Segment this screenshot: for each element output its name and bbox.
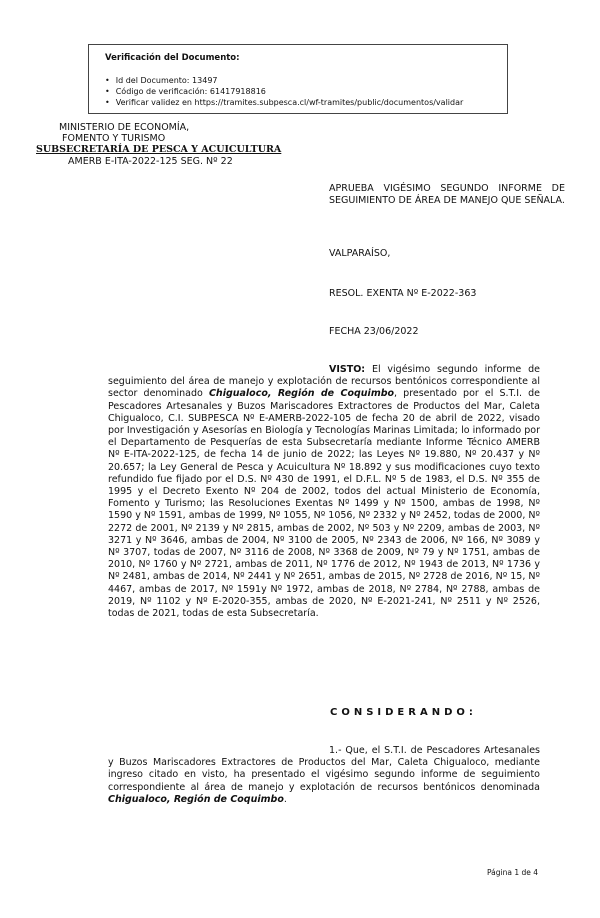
visto-paragraph bbox=[108, 364, 540, 620]
ministry-line-1: MINISTERIO DE ECONOMÍA, bbox=[59, 122, 190, 133]
resolution-date: FECHA 23/06/2022 bbox=[329, 326, 419, 337]
considerando-item-1-place: Chigualoco, Región de Coquimbo bbox=[108, 793, 284, 805]
verification-code: • Código de verificación: 61417918816 bbox=[105, 86, 495, 97]
resolution-subject: APRUEBA VIGÉSIMO SEGUNDO INFORME DE SEGUIMIENTO DE ÁREA DE MANEJO QUE SEÑALA. bbox=[329, 183, 565, 206]
visto-label: VISTO: bbox=[329, 364, 366, 375]
verification-list bbox=[105, 75, 495, 108]
ministry-line-2: FOMENTO Y TURISMO bbox=[62, 133, 166, 144]
verification-url[interactable]: • Verificar validez en https://tramites.subpesca.cl/wf-tramites/public/documentos/validar bbox=[105, 97, 495, 108]
verification-title: Verificación del Documento: bbox=[105, 53, 240, 63]
considerando-heading: CONSIDERANDO: bbox=[330, 707, 477, 718]
visto-place: Chigualoco, Región de Coquimbo bbox=[208, 388, 395, 400]
considerando-item-1 bbox=[108, 745, 540, 806]
verification-box bbox=[88, 44, 508, 114]
resolution-number: RESOL. EXENTA Nº E-2022-363 bbox=[329, 288, 477, 299]
document-reference: AMERB E-ITA-2022-125 SEG. Nº 22 bbox=[68, 156, 233, 167]
visto-text-a: El vigésimo segundo informe de seguimiento del área de manejo y explotación de recursos bentónicos correspondiente al sector denominado bbox=[108, 364, 540, 400]
verification-id: • Id del Documento: 13497 bbox=[105, 75, 495, 86]
considerando-item-1-text-b: . bbox=[283, 793, 287, 805]
visto-text-b: , presentado por el S.T.I. de Pescadores Artesanales y Buzos Mariscadores Extractores de Productos del Mar, Caleta Chigualoco, C.I. SUBPESCA Nº E-AMERB-2022-105 de fecha 20 de abril de 2022, visado por Investigación y Asesorías en Biología y Tecnologías Marinas Limitada; lo informado por el Departamento de Pesquerías de esta Subsecretaría mediante Informe Técnico AMERB Nº E-ITA-2022-125, de fecha 14 de junio de 2022; las Leyes Nº 19.880, Nº 20.437 y Nº 20.657; la Ley General de Pesca y Acuicultura Nº 18.892 y sus modificaciones cuyo texto refundido fue fijado por el D.S. Nº 430 de 1991, el D.F.L. Nº 5 de 1983, el D.S. Nº 355 de 1995 y el Decreto Exento Nº 204 de 2002, todos del actual Ministerio de Economía, Fomento y Turismo; las Resoluciones Exentas Nº 1499 y Nº 1500, ambas de 1998, Nº 1590 y Nº 1591, ambas de 1999, Nº 1055, Nº 1056, Nº 2332 y Nº 2452, todas de 2000, Nº 2272 de 2001, Nº 2139 y Nº 2815, ambas de 2002, Nº 503 y Nº 2209, ambas de 2003, Nº 3271 y Nº 3646, ambas de 2004, Nº 3100 de 2005, Nº 2343 de 2006, Nº 166, Nº 3089 y Nº 3707, todas de 2007, Nº 3116 de 2008, Nº 3368 de 2009, Nº 79 y Nº 1751, ambas de 2010, Nº 1760 y Nº 2721, ambas de 2011, Nº 1776 de 2012, Nº 1943 de 2013, Nº 1736 y Nº 2481, ambas de 2014, Nº 2441 y Nº 2651, ambas de 2015, Nº 2728 de 2016, Nº 15, Nº 4467, ambas de 2017, Nº 1591y Nº 1972, ambas de 2018, Nº 2784, Nº 2788, ambas de 2019, Nº 1102 y Nº E-2020-355, ambas de 2020, Nº E-2021-241, Nº 2511 y Nº 2526, todas de 2021, todas de esta Subsecretaría. bbox=[108, 388, 540, 620]
page-number: Página 1 de 4 bbox=[487, 868, 539, 877]
considerando-item-1-text-a: 1.- Que, el S.T.I. de Pescadores Artesanales y Buzos Mariscadores Extractores de Productos del Mar, Caleta Chigualoco, mediante ingreso citado en visto, ha presentado el vigésimo segundo informe de seguimiento correspondiente al área de manejo y explotación de recursos bentónicos denominada bbox=[108, 745, 540, 793]
subsecretaria-title: SUBSECRETARÍA DE PESCA Y ACUICULTURA bbox=[36, 144, 282, 155]
resolution-city: VALPARAÍSO, bbox=[329, 248, 391, 259]
